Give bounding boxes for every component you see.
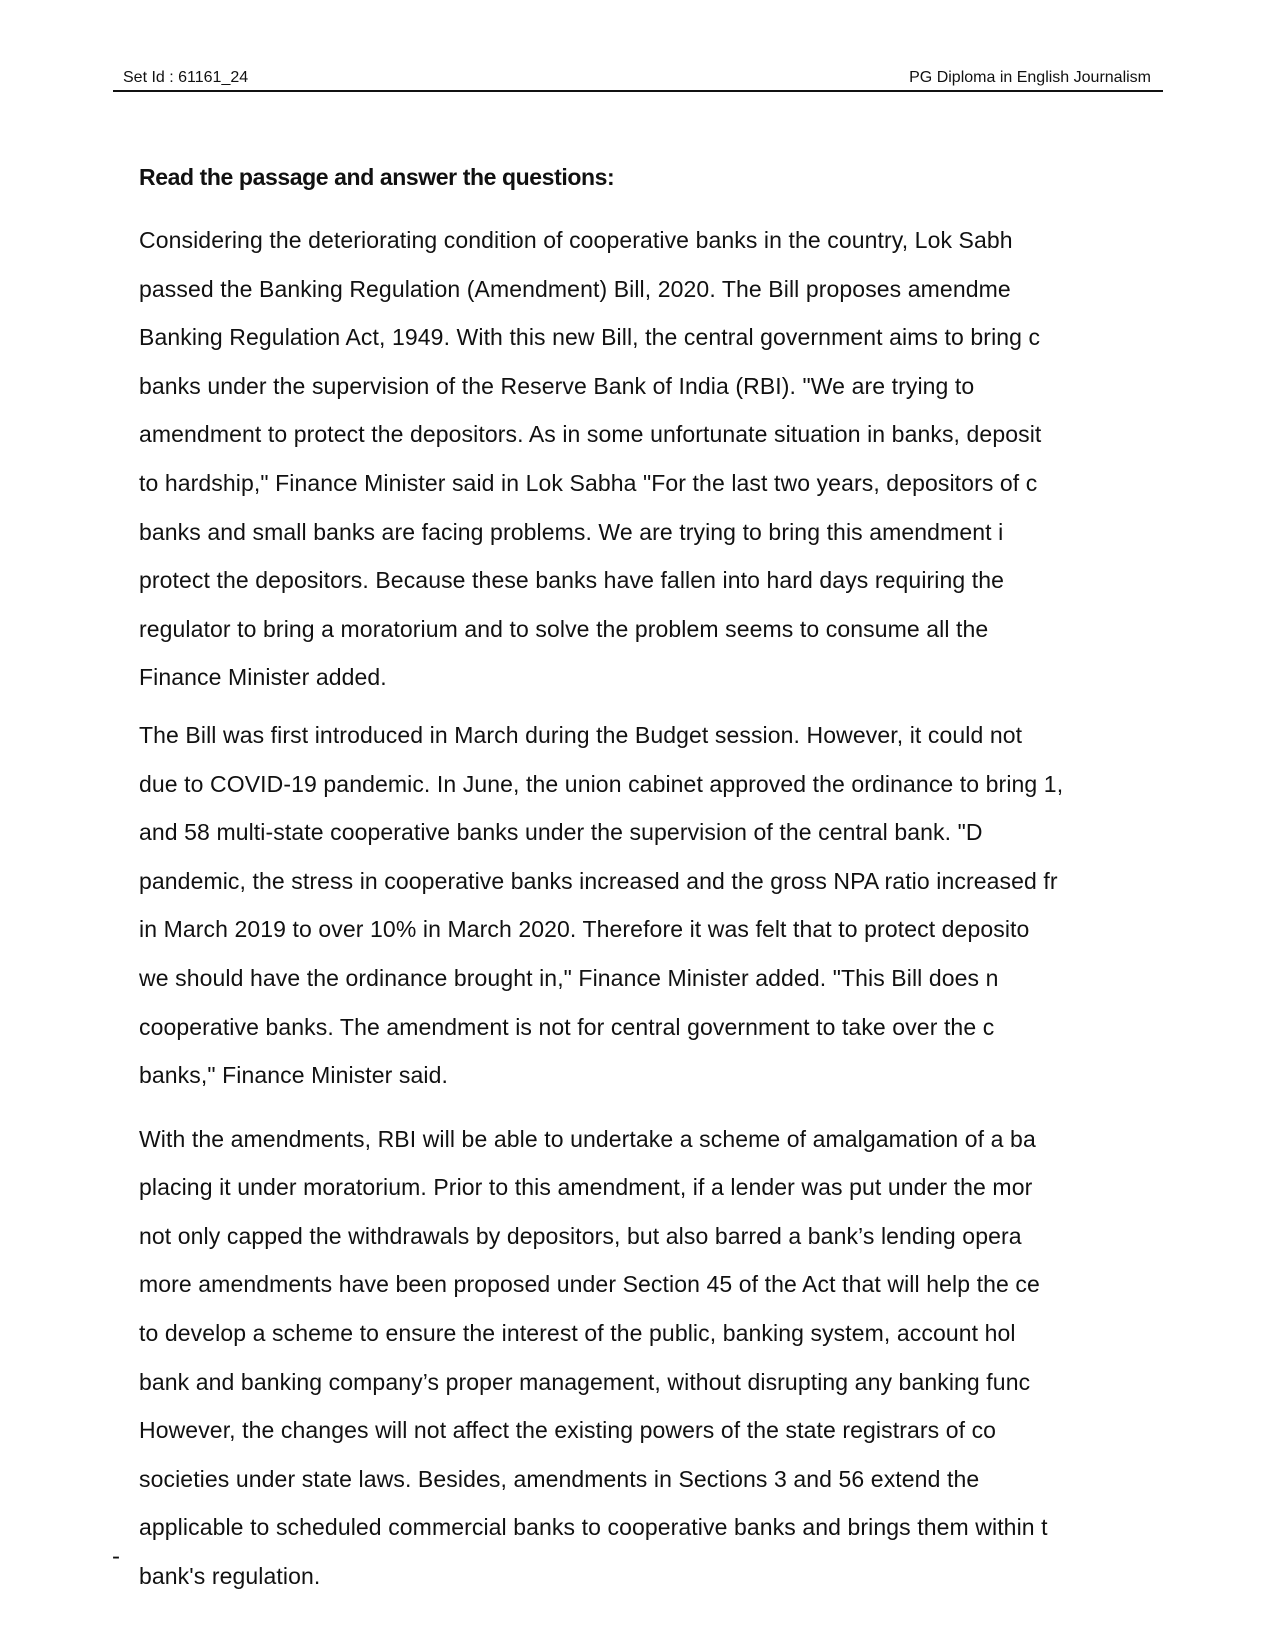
passage-line: protect the depositors. Because these banks have fallen into hard days requiring the bbox=[139, 567, 1005, 594]
passage-line: societies under state laws. Besides, amendments in Sections 3 and 56 extend the bbox=[139, 1465, 980, 1492]
passage-line: banks under the supervision of the Reserve Bank of India (RBI). "We are trying to bbox=[139, 372, 975, 399]
passage-line: With the amendments, RBI will be able to undertake a scheme of amalgamation of a ba bbox=[139, 1125, 1036, 1152]
passage-line: in March 2019 to over 10% in March 2020. Therefore it was felt that to protect deposito bbox=[139, 916, 1030, 943]
passage-paragraph-3 bbox=[139, 1115, 1155, 1601]
passage-paragraph-1 bbox=[139, 216, 1155, 702]
passage-line: Considering the deteriorating condition of cooperative banks in the country, Lok Sabh bbox=[139, 227, 1013, 253]
instruction-heading: Read the passage and answer the questions: bbox=[139, 164, 615, 190]
passage-line: pandemic, the stress in cooperative banks increased and the gross NPA ratio increased fr bbox=[139, 867, 1058, 894]
passage-line: cooperative banks. The amendment is not for central government to take over the c bbox=[139, 1013, 995, 1040]
passage-line: due to COVID-19 pandemic. In June, the union cabinet approved the ordinance to bring 1, bbox=[139, 770, 1064, 797]
passage-line: passed the Banking Regulation (Amendment) Bill, 2020. The Bill proposes amendme bbox=[139, 275, 1011, 302]
passage-line: applicable to scheduled commercial banks to cooperative banks and brings them within t bbox=[139, 1514, 1048, 1541]
page-header bbox=[113, 68, 1163, 92]
passage-line: we should have the ordinance brought in," Finance Minister added. "This Bill does n bbox=[139, 964, 999, 991]
passage-line: to hardship," Finance Minister said in Lok Sabha "For the last two years, depositors of c bbox=[139, 469, 1038, 496]
passage-line: not only capped the withdrawals by depositors, but also barred a bank’s lending opera bbox=[139, 1222, 1022, 1249]
passage-line: regulator to bring a moratorium and to solve the problem seems to consume all the bbox=[139, 615, 989, 642]
passage-line: banks," Finance Minister said. bbox=[139, 1062, 449, 1089]
passage-line: more amendments have been proposed under Section 45 of the Act that will help the ce bbox=[139, 1271, 1040, 1298]
passage-line: and 58 multi-state cooperative banks under the supervision of the central bank. "D bbox=[139, 819, 983, 846]
passage-content bbox=[139, 160, 1155, 1630]
passage-line: Banking Regulation Act, 1949. With this new Bill, the central government aims to bring c bbox=[139, 324, 1041, 351]
margin-dash-mark: - bbox=[112, 1543, 120, 1570]
course-title: PG Diploma in English Journalism bbox=[909, 69, 1151, 86]
passage-line: However, the changes will not affect the existing powers of the state registrars of co bbox=[139, 1417, 997, 1444]
passage-line: banks and small banks are facing problems. We are trying to bring this amendment i bbox=[139, 518, 1004, 545]
passage-line: bank and banking company’s proper management, without disrupting any banking func bbox=[139, 1368, 1031, 1395]
set-id: Set Id : 61161_24 bbox=[123, 69, 249, 86]
passage-line: Finance Minister added. bbox=[139, 664, 387, 691]
passage-line: to develop a scheme to ensure the interest of the public, banking system, account hol bbox=[139, 1320, 1016, 1347]
passage-line: placing it under moratorium. Prior to this amendment, if a lender was put under the mor bbox=[139, 1174, 1033, 1201]
passage-line: The Bill was first introduced in March during the Budget session. However, it could not bbox=[139, 721, 1023, 748]
passage-line: amendment to protect the depositors. As in some unfortunate situation in banks, deposit bbox=[139, 421, 1042, 448]
passage-paragraph-2 bbox=[139, 711, 1155, 1100]
passage-line: bank's regulation. bbox=[139, 1563, 321, 1590]
